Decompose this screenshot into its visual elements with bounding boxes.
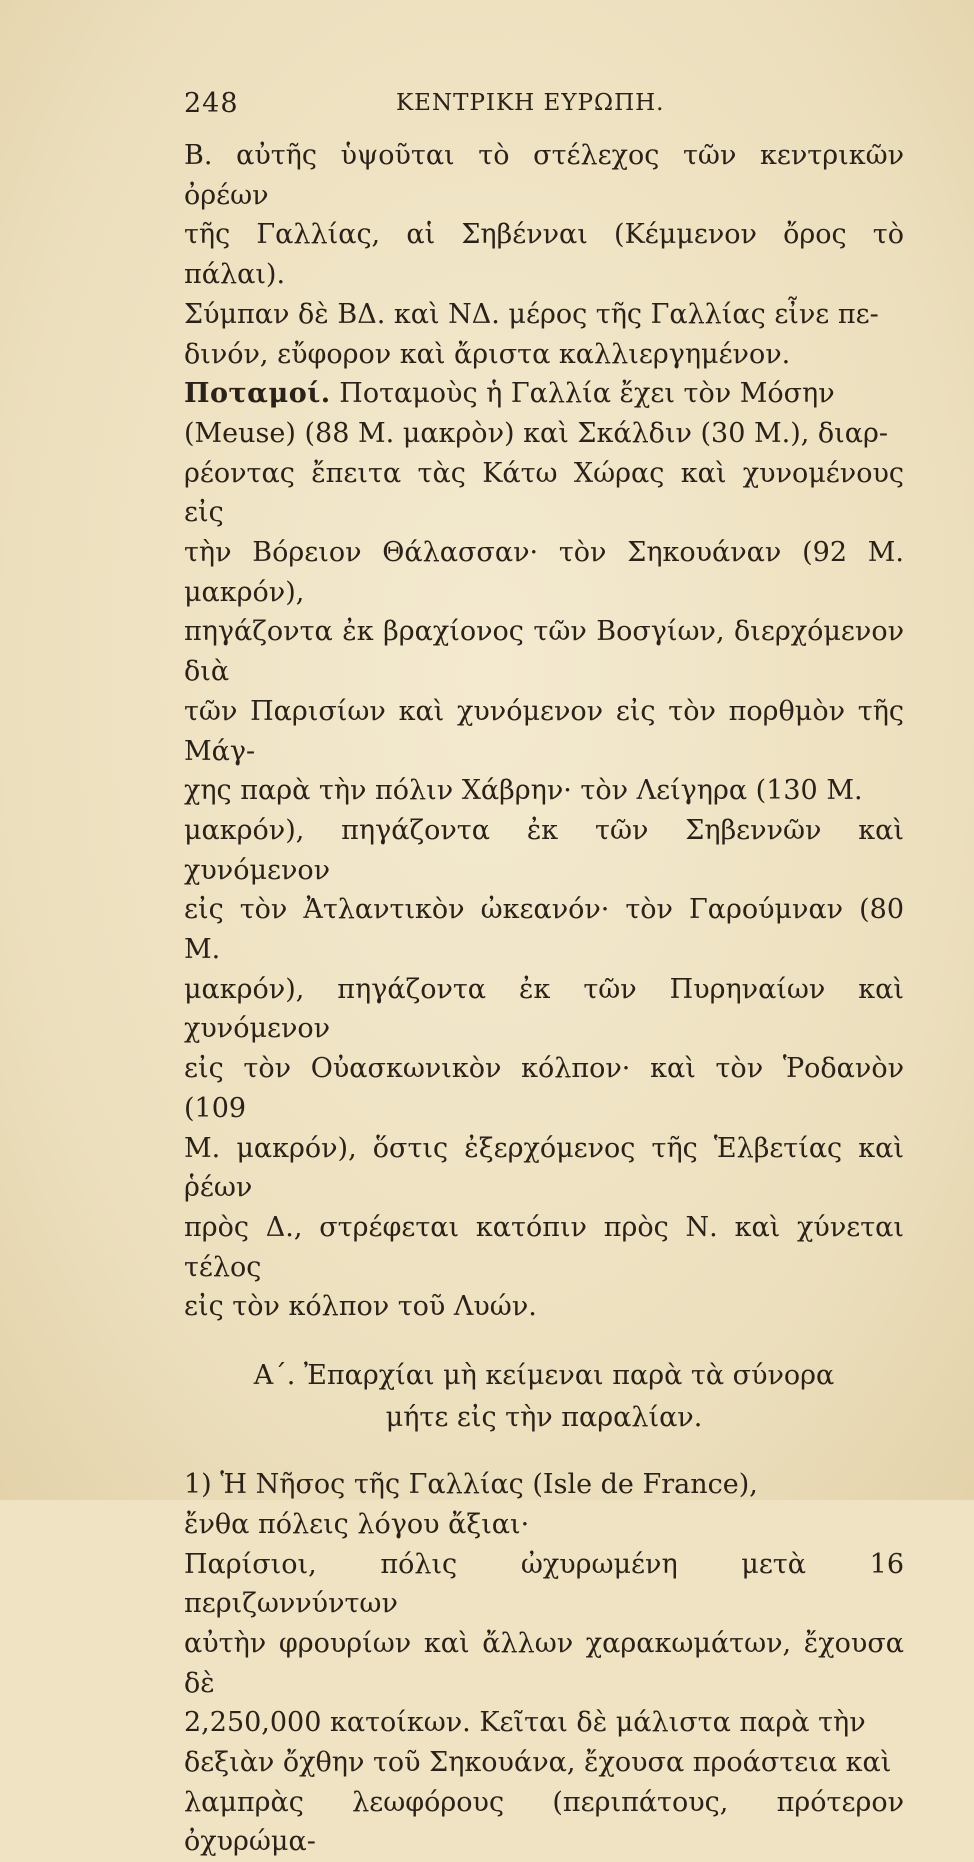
- section-heading-line: Α΄. Ἐπαρχίαι μὴ κείμεναι παρὰ τὰ σύνορα: [184, 1355, 904, 1397]
- text-line: ἔνθα πόλεις λόγου ἄξιαι·: [184, 1505, 904, 1545]
- text-line: χης παρὰ τὴν πόλιν Χάβρην· τὸν Λείγηρα (130 Μ.: [184, 771, 904, 811]
- text-line-rest: Ποταμοὺς ἡ Γαλλία ἔχει τὸν Μόσην: [339, 378, 834, 409]
- text-line: τὴν Βόρειον Θάλασσαν· τὸν Σηκουάναν (92 Μ. μακρόν),: [184, 533, 904, 612]
- text-line: μακρόν), πηγάζοντα ἐκ τῶν Σηβεννῶν καὶ χυνόμενον: [184, 811, 904, 890]
- text-line: (Meuse) (88 Μ. μακρὸν) καὶ Σκάλδιν (30 Μ.), διαρ-: [184, 414, 904, 454]
- text-line: δινόν, εὔφορον καὶ ἄριστα καλλιεργημένον.: [184, 335, 904, 375]
- text-line: δεξιὰν ὄχθην τοῦ Σηκουάνα, ἔχουσα προάστεια καὶ: [184, 1743, 904, 1783]
- text-line: [184, 374, 904, 414]
- paragraph-ile-de-france: [184, 1465, 904, 1544]
- text-line: Σύμπαν δὲ ΒΔ. καὶ ΝΔ. μέρος τῆς Γαλλίας εἶνε πε-: [184, 295, 904, 335]
- text-line: λαμπρὰς λεωφόρους (περιπάτους, πρότερον ὀχυρώμα-: [184, 1783, 904, 1862]
- paragraph-paris: [184, 1545, 904, 1862]
- text-line: 1) Ἡ Νῆσος τῆς Γαλλίας (Isle de France),: [184, 1465, 904, 1505]
- text-line: Παρίσιοι, πόλις ὠχυρωμένη μετὰ 16 περιζωννύντων: [184, 1545, 904, 1624]
- text-line: Μ. μακρόν), ὅστις ἐξερχόμενος τῆς Ἑλβετίας καὶ ῥέων: [184, 1129, 904, 1208]
- section-heading: [184, 1355, 904, 1439]
- paragraph-rivers: [184, 374, 904, 1327]
- text-line: πηγάζοντα ἐκ βραχίονος τῶν Βοσγίων, διερχόμενον διὰ: [184, 612, 904, 691]
- page-number: 248: [184, 88, 239, 119]
- text-line: τῆς Γαλλίας, αἱ Σηβένναι (Κέμμενον ὄρος τὸ πάλαι).: [184, 215, 904, 294]
- text-line: Β. αὐτῆς ὑψοῦται τὸ στέλεχος τῶν κεντρικῶν ὀρέων: [184, 136, 904, 215]
- text-line: 2,250,000 κατοίκων. Κεῖται δὲ μάλιστα παρὰ τὴν: [184, 1703, 904, 1743]
- section-heading-line: μήτε εἰς τὴν παραλίαν.: [184, 1397, 904, 1439]
- text-line: πρὸς Δ., στρέφεται κατόπιν πρὸς Ν. καὶ χύνεται τέλος: [184, 1208, 904, 1287]
- text-line: εἰς τὸν Ἀτλαντικὸν ὠκεανόν· τὸν Γαρούμναν (80 Μ.: [184, 890, 904, 969]
- page-header: [184, 88, 894, 124]
- text-line: μακρόν), πηγάζοντα ἐκ τῶν Πυρηναίων καὶ χυνόμενον: [184, 970, 904, 1049]
- page-body: [184, 136, 904, 1862]
- text-line: τῶν Παρισίων καὶ χυνόμενον εἰς τὸν πορθμὸν τῆς Μάγ-: [184, 692, 904, 771]
- text-line: εἰς τὸν Οὐασκωνικὸν κόλπον· καὶ τὸν Ῥοδανὸν (109: [184, 1049, 904, 1128]
- paragraph-mountains: [184, 136, 904, 374]
- running-title: ΚΕΝΤΡΙΚΗ ΕΥΡΩΠΗ.: [396, 90, 665, 116]
- text-line: αὐτὴν φρουρίων καὶ ἄλλων χαρακωμάτων, ἔχουσα δὲ: [184, 1624, 904, 1703]
- rivers-heading: Ποταμοί.: [184, 378, 331, 409]
- text-line: εἰς τὸν κόλπον τοῦ Λυών.: [184, 1287, 904, 1327]
- text-line: ρέοντας ἔπειτα τὰς Κάτω Χώρας καὶ χυνομένους εἰς: [184, 454, 904, 533]
